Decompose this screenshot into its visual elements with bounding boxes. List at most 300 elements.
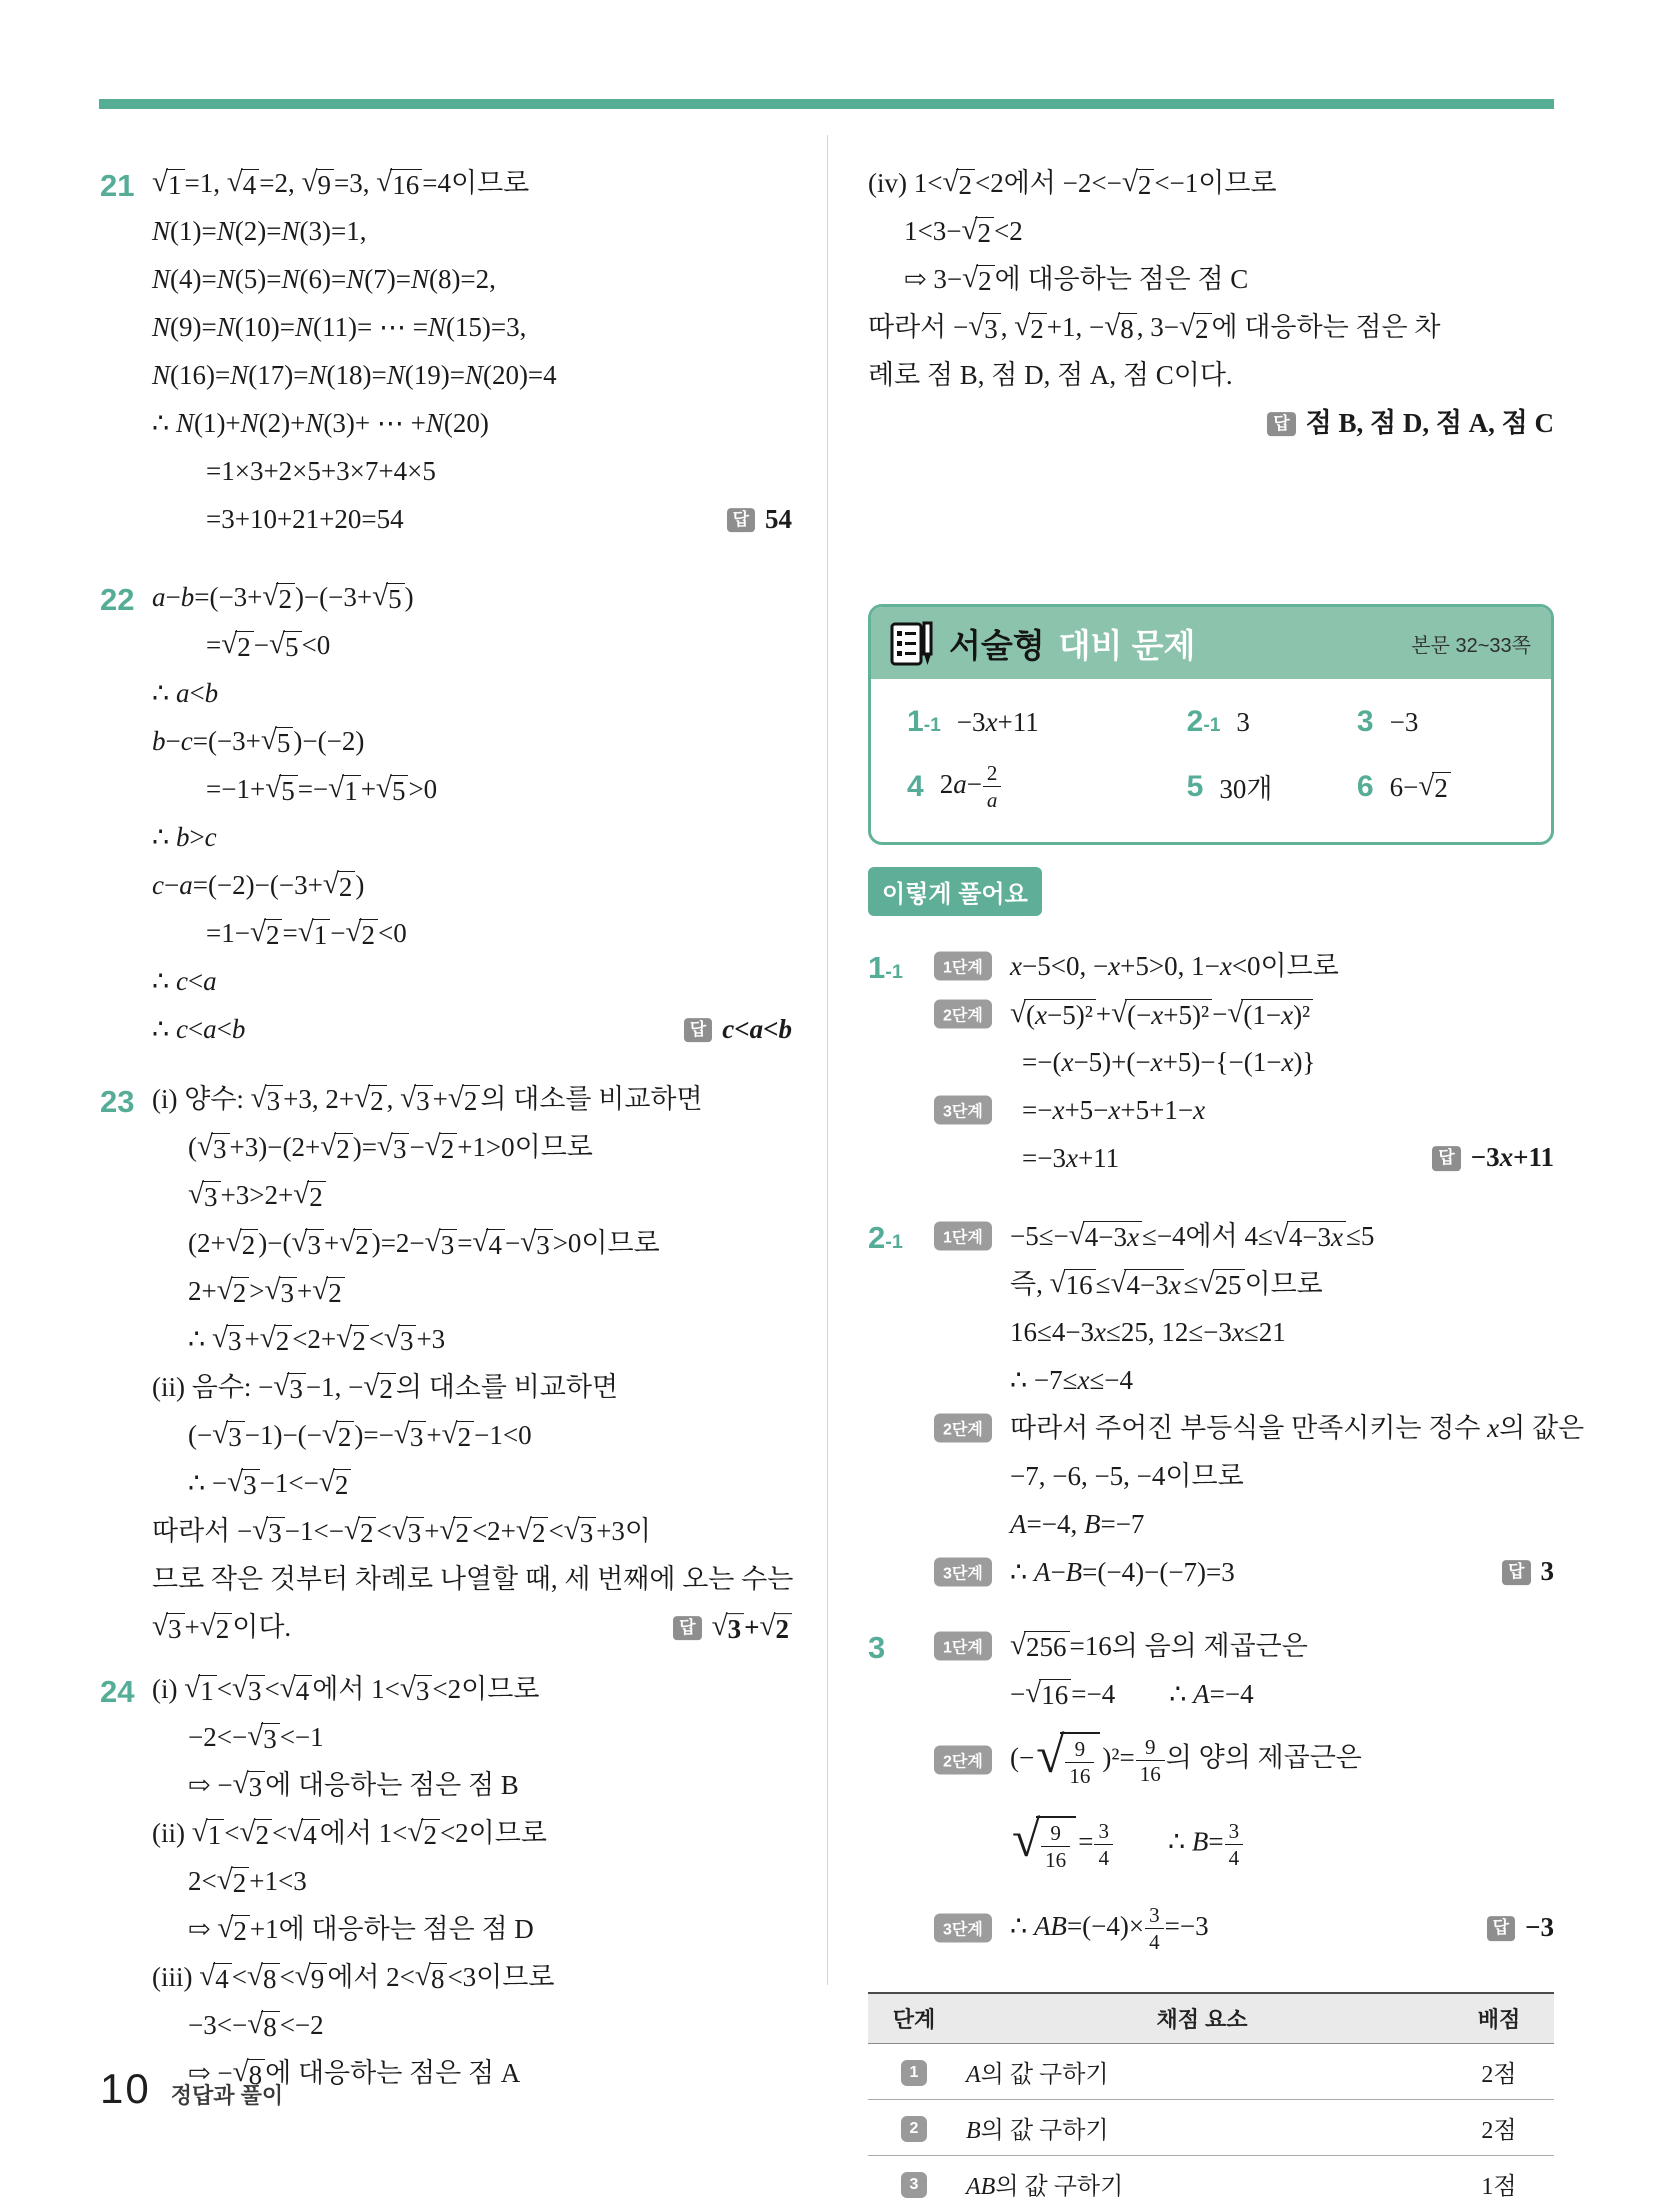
problem-number: 21 xyxy=(100,168,135,203)
math-line xyxy=(152,496,792,544)
math-expression: =−1+√5 =−√1 +√5 >0 xyxy=(206,772,438,806)
math-expression: (− √ $\frac{9}{16}$ )²= $\frac{9}{16}$ 의 양의 제곱근은 xyxy=(1010,1727,1362,1789)
fraction: $\frac{2}{a}$ xyxy=(982,761,1003,812)
problem-22 xyxy=(100,574,792,1054)
essay-box-title: 서술형 xyxy=(949,626,1045,664)
radical: √5 xyxy=(265,774,298,804)
math-expression: ⇨ 3−√2 에 대응하는 점은 점 C xyxy=(904,262,1249,296)
math-line xyxy=(152,1076,792,1124)
solution-number: 1-1 xyxy=(868,950,903,986)
radical: √3 xyxy=(712,1612,745,1642)
radical: √2 xyxy=(1122,168,1155,198)
radical: √3 xyxy=(273,1372,306,1402)
radical: √3 xyxy=(394,1420,427,1450)
radical: √3 xyxy=(251,1084,284,1114)
math-expression: (√3 +3)−(2+√2 )=√3 −√2 +1>0이므로 xyxy=(188,1130,593,1164)
math-line xyxy=(934,1500,1554,1548)
problem-24-continued-solution xyxy=(868,160,1554,448)
math-line xyxy=(868,400,1554,448)
radical: √8 xyxy=(233,2058,266,2088)
math-line xyxy=(152,1412,792,1460)
column-header-points: 배점 xyxy=(1444,1993,1554,2044)
radical: √2 xyxy=(262,582,295,612)
math-expression: 1<3−√2 <2 xyxy=(904,214,1023,248)
answer-item xyxy=(1187,705,1357,739)
solution-2-1 xyxy=(868,1212,1585,1596)
math-line xyxy=(152,1460,792,1508)
radical: √2 xyxy=(448,1084,481,1114)
fraction: $\frac{3}{4}$ xyxy=(1144,1903,1165,1954)
step-badge: 2단계 xyxy=(934,1746,992,1775)
solution-number: 2-1 xyxy=(868,1220,903,1256)
math-expression: ⇨ √2 +1에 대응하는 점은 점 D xyxy=(188,1912,534,1946)
math-line xyxy=(152,814,792,862)
radical: √3 xyxy=(564,1516,597,1546)
math-line xyxy=(934,1356,1554,1404)
math-line xyxy=(934,942,1554,990)
fraction: $\frac{3}{4}$ xyxy=(1224,1819,1245,1870)
radical: √3 xyxy=(400,1674,433,1704)
radical: √2 xyxy=(442,1420,475,1450)
math-expression: =−3x+11 xyxy=(1022,1142,1120,1173)
column-divider xyxy=(827,135,828,1985)
math-expression: √3 +√2 이다. xyxy=(152,1610,292,1644)
math-line xyxy=(152,958,792,1006)
math-expression: −2<−√3 <−1 xyxy=(188,1720,324,1754)
math-expression: ⇨ −√3 에 대응하는 점은 점 B xyxy=(188,1768,519,1802)
math-line xyxy=(152,622,792,670)
row-points: 1점 xyxy=(1481,2174,1517,2201)
essay-box-header xyxy=(871,607,1551,679)
math-expression: (2+√2 )−(√3 +√2 )=2−√3 =√4 −√3 >0이므로 xyxy=(188,1226,660,1260)
essay-box-subtitle: 대비 문제 xyxy=(1058,626,1196,664)
answer xyxy=(1267,407,1554,441)
radical: √1 xyxy=(184,1674,217,1704)
answer-item-value: 3 xyxy=(1236,706,1250,737)
math-expression: ∴ AB=(−4)× $\frac{3}{4}$ =−3 xyxy=(1010,1902,1209,1954)
radical: √3 xyxy=(400,1084,433,1114)
step-badge: 3단계 xyxy=(934,1096,992,1125)
answer-value: 점 B, 점 D, 점 A, 점 C xyxy=(1305,408,1554,439)
radical: √3 xyxy=(212,1324,245,1354)
answer-badge: 답 xyxy=(673,1616,701,1641)
grading-table xyxy=(868,1992,1554,2205)
answer-item-number: 6 xyxy=(1356,769,1374,803)
math-expression: √1 =1, √4 =2, √9 =3, √16 =4이므로 xyxy=(152,166,530,200)
radical: √4 xyxy=(287,1818,320,1848)
answer-item-number: 3 xyxy=(1356,705,1374,738)
answer-item xyxy=(1357,705,1515,739)
radical: √2 xyxy=(200,1612,233,1642)
answer xyxy=(684,1013,792,1047)
math-expression: b−c=(−3+√5 )−(−2) xyxy=(152,724,365,758)
answer-item xyxy=(1357,761,1515,812)
page-number: 10 xyxy=(100,2065,151,2112)
radical: √1 xyxy=(152,168,185,198)
math-expression: ∴ −7≤x≤−4 xyxy=(1010,1364,1134,1395)
radical: √2 xyxy=(293,1180,326,1210)
math-expression: 2+√2 >√3 +√2 xyxy=(188,1275,345,1309)
row-criteria: AB의 값 구하기 xyxy=(966,2174,1124,2201)
math-expression: ∴ N(1)+N(2)+N(3)+ ⋯ +N(20) xyxy=(152,408,489,439)
solution-number: 3 xyxy=(868,1630,886,1666)
answer-value: c<a<b xyxy=(722,1014,792,1045)
math-expression: 2<√2 +1<3 xyxy=(188,1864,307,1898)
problem-23-solution xyxy=(152,1076,792,1652)
answer-value: −3x+11 xyxy=(1470,1142,1554,1173)
math-line xyxy=(152,400,792,448)
radical: √3 xyxy=(291,1228,324,1258)
answer xyxy=(673,1611,792,1645)
radical: √3 xyxy=(247,1722,280,1752)
radical: √16 xyxy=(1050,1269,1096,1299)
radical: √4 xyxy=(227,168,260,198)
answer-item xyxy=(907,705,1187,739)
step-badge: 1단계 xyxy=(934,1222,992,1251)
math-line xyxy=(152,862,792,910)
essay-box-answers xyxy=(871,679,1551,842)
solution-1-1-steps xyxy=(934,942,1554,1182)
radical: √5 xyxy=(261,726,294,756)
radical: √2 xyxy=(942,168,975,198)
math-expression: a−b=(−3+√2 )−(−3+√5 ) xyxy=(152,580,414,614)
radical: √8 xyxy=(247,2010,280,2040)
math-line xyxy=(152,304,792,352)
answer-item-number: 4 xyxy=(907,769,924,803)
problem-22-solution xyxy=(152,574,792,1054)
math-line xyxy=(868,208,1554,256)
fraction: $\frac{9}{16}$ xyxy=(1064,1737,1095,1788)
problem-23 xyxy=(100,1076,792,1652)
math-line xyxy=(934,1718,1554,1802)
math-expression: 따라서 −√3 , √2 +1, −√8 , 3−√2 에 대응하는 점은 차 xyxy=(868,310,1441,344)
radical: √5 xyxy=(372,582,405,612)
row-step-badge: 2 xyxy=(901,2116,927,2142)
math-line xyxy=(152,718,792,766)
radical: √4−3x xyxy=(1273,1221,1346,1251)
answer-badge: 답 xyxy=(1502,1560,1530,1585)
math-expression: −3<−√8 <−2 xyxy=(188,2008,324,2042)
radical: √3 xyxy=(520,1228,553,1258)
radical: √2 xyxy=(759,1612,792,1642)
grading-table-row xyxy=(868,2100,1554,2156)
radical: √256 xyxy=(1010,1631,1070,1661)
problem-21-solution xyxy=(152,160,792,544)
answer-item-value: −3x+11 xyxy=(956,706,1039,737)
radical: √2 xyxy=(344,1516,377,1546)
fraction: $\frac{9}{16}$ xyxy=(1040,1821,1071,1872)
grading-table-row xyxy=(868,2156,1554,2205)
radical: √3 xyxy=(232,1674,265,1704)
math-line xyxy=(934,1086,1554,1134)
math-line xyxy=(934,990,1554,1038)
solution-3-steps xyxy=(934,1622,1554,1970)
math-expression: (−√3 −1)−(−√2 )=−√3 +√2 −1<0 xyxy=(188,1418,532,1452)
math-line xyxy=(152,1906,792,1954)
math-line xyxy=(152,1508,792,1556)
math-expression: ∴ a<b xyxy=(152,678,219,709)
math-line xyxy=(152,574,792,622)
answer-badge: 답 xyxy=(1432,1146,1460,1171)
radical: √(1−x)² xyxy=(1227,999,1313,1029)
step-badge: 3단계 xyxy=(934,1914,992,1943)
math-expression: ⇨ −√8 에 대응하는 점은 점 A xyxy=(188,2056,521,2090)
row-criteria: A의 값 구하기 xyxy=(960,2044,1444,2100)
row-criteria: B의 값 구하기 xyxy=(960,2100,1444,2156)
radical: √2 xyxy=(962,264,995,294)
row-points: 2점 xyxy=(1444,2044,1554,2100)
radical: √2 xyxy=(961,216,994,246)
answer xyxy=(1487,1912,1554,1946)
left-column xyxy=(100,140,792,2098)
radical: √3 xyxy=(384,1324,417,1354)
math-line xyxy=(152,208,792,256)
grading-table-body xyxy=(868,2044,1554,2205)
page-reference: 본문 32~33쪽 xyxy=(1411,634,1531,657)
math-expression: ∴ b>c xyxy=(152,822,217,853)
radical: √2 xyxy=(217,1866,250,1896)
step-badge: 2단계 xyxy=(934,1414,992,1443)
math-expression: =1×3+2×5+3×7+4×5 xyxy=(206,456,436,487)
radical: √3 xyxy=(377,1132,410,1162)
column-header-criteria: 채점 요소 xyxy=(960,1993,1444,2044)
radical: √2 xyxy=(312,1276,345,1306)
step-badge: 1단계 xyxy=(934,952,992,981)
math-line xyxy=(152,1954,792,2002)
radical: √3 xyxy=(392,1516,425,1546)
answer-item-value: −3 xyxy=(1389,706,1419,737)
math-line xyxy=(152,1762,792,1810)
radical: √4 xyxy=(199,1962,232,1992)
radical: √16 xyxy=(1025,1679,1071,1709)
answer-item-number: 5 xyxy=(1186,769,1204,803)
problem-number: 24 xyxy=(100,1674,135,1709)
radical: √2 xyxy=(1179,312,1212,342)
math-line xyxy=(934,1134,1554,1182)
math-expression: c−a=(−2)−(−3+√2 ) xyxy=(152,868,365,902)
radical: √2 xyxy=(363,1372,396,1402)
math-line xyxy=(152,256,792,304)
row-step-badge: 1 xyxy=(901,2060,927,2086)
math-expression: ∴ A−B=(−4)−(−7)=3 xyxy=(1010,1556,1235,1587)
radical: √2 xyxy=(240,1818,273,1848)
math-expression: (i) 양수: √3 +3, 2+√2 , √3 +√2 의 대소를 비교하면 xyxy=(152,1082,703,1116)
radical: √2 xyxy=(336,1324,369,1354)
radical: √3 xyxy=(264,1276,297,1306)
radical: √(x−5)² xyxy=(1010,999,1096,1029)
answer-item-value: 2a− $\frac{2}{a}$ xyxy=(940,761,1003,812)
radical: √2 xyxy=(407,1818,440,1848)
radical: √1 xyxy=(192,1818,225,1848)
grading-table-header xyxy=(868,1993,1554,2044)
radical: √2 xyxy=(339,1228,372,1258)
radical: √4 xyxy=(472,1228,505,1258)
math-expression: 따라서 −√3 −1<−√2 <√3 +√2 <2+√2 <√3 +3이 xyxy=(152,1514,651,1548)
math-line xyxy=(934,1308,1554,1356)
radical: √3 xyxy=(227,1468,260,1498)
problem-21 xyxy=(100,160,792,544)
answer-badge: 답 xyxy=(684,1018,712,1043)
answer-item xyxy=(1187,761,1357,812)
answer-badge: 답 xyxy=(1267,412,1295,437)
math-line xyxy=(934,1670,1554,1718)
radical: √2 xyxy=(439,1516,472,1546)
radical: √ $\frac{9}{16}$ xyxy=(1012,1816,1076,1872)
math-expression: 16≤4−3x≤25, 12≤−3x≤21 xyxy=(1010,1316,1286,1347)
math-line xyxy=(934,1260,1554,1308)
radical: √2 xyxy=(319,1468,352,1498)
math-expression: −5≤−√4−3x ≤−4에서 4≤√4−3x ≤5 xyxy=(1010,1218,1375,1253)
math-line xyxy=(152,1810,792,1858)
radical: √2 xyxy=(217,1914,250,1944)
math-line xyxy=(152,910,792,958)
math-line xyxy=(868,256,1554,304)
fraction: $\frac{9}{16}$ xyxy=(1135,1735,1166,1786)
math-line xyxy=(868,160,1554,208)
math-line xyxy=(934,1404,1585,1452)
radical: √2 xyxy=(1014,312,1047,342)
math-expression: (iv) 1<√2 <2에서 −2<−√2 <−1이므로 xyxy=(868,166,1277,200)
radical: √3 xyxy=(188,1180,221,1210)
math-line xyxy=(934,1622,1554,1670)
math-line xyxy=(152,1858,792,1906)
column-header-step: 단계 xyxy=(868,1993,960,2044)
answer xyxy=(727,503,792,537)
footer-label: 정답과 풀이 xyxy=(170,2083,284,2108)
grading-table-row xyxy=(868,2044,1554,2100)
radical: √2 xyxy=(322,1420,355,1450)
radical: √4−3x xyxy=(1069,1221,1142,1251)
math-line xyxy=(934,1038,1554,1086)
math-line xyxy=(152,1172,792,1220)
radical: √3 xyxy=(968,312,1001,342)
math-expression: x−5<0, −x+5>0, 1−x<0이므로 xyxy=(1010,950,1339,981)
math-expression: 므로 작은 것부터 차례로 나열할 때, 세 번째에 오는 수는 xyxy=(152,1564,794,1595)
radical: √2 xyxy=(516,1516,549,1546)
radical: √2 xyxy=(354,1084,387,1114)
math-expression: =1−√2 =√1 −√2 <0 xyxy=(206,916,407,950)
math-line xyxy=(152,448,792,496)
radical: √2 xyxy=(250,918,283,948)
math-expression: ∴ c<a xyxy=(152,966,217,997)
math-line xyxy=(934,1548,1554,1596)
math-line xyxy=(934,1212,1554,1260)
math-expression: N(4)=N(5)=N(6)=N(7)=N(8)=2, xyxy=(152,264,496,295)
problem-24 xyxy=(100,1666,792,2098)
howto-badge: 이렇게 풀어요 xyxy=(868,867,1042,916)
math-expression: (i) √1 <√3 <√4 에서 1<√3 <2이므로 xyxy=(152,1672,540,1706)
answer-item-number: 2-1 xyxy=(1186,705,1221,738)
math-line xyxy=(152,1268,792,1316)
math-expression: 즉, √16 ≤√4−3x ≤√25 이므로 xyxy=(1010,1266,1323,1301)
radical: √1 xyxy=(328,774,361,804)
math-expression: =3+10+21+20=54 xyxy=(206,504,404,535)
answer-value: 54 xyxy=(765,504,792,535)
math-expression: N(16)=N(17)=N(18)=N(19)=N(20)=4 xyxy=(152,360,557,391)
radical: √16 xyxy=(376,168,422,198)
radical: √5 xyxy=(376,774,409,804)
math-expression: (ii) √1 <√2 <√4 에서 1<√2 <2이므로 xyxy=(152,1816,547,1850)
math-expression: A=−4, B=−7 xyxy=(1010,1508,1145,1539)
answer-badge: 답 xyxy=(727,508,755,533)
answer-value: −3 xyxy=(1525,1912,1554,1943)
radical: √9 xyxy=(302,168,335,198)
document-pencil-icon xyxy=(889,618,935,668)
problem-24-solution xyxy=(152,1666,792,2098)
problem-number: 23 xyxy=(100,1084,135,1119)
math-line xyxy=(152,1316,792,1364)
radical: √8 xyxy=(415,1962,448,1992)
answer-value: 3 xyxy=(1540,1556,1554,1587)
radical: √1 xyxy=(298,918,331,948)
answer-item-number: 1-1 xyxy=(907,705,941,738)
math-expression: ∴ −√3 −1<−√2 xyxy=(188,1467,351,1501)
math-expression: √256 =16의 음의 제곱근은 xyxy=(1010,1628,1308,1663)
radical: √8 xyxy=(1104,312,1137,342)
math-line xyxy=(152,1604,792,1652)
math-line xyxy=(152,1220,792,1268)
math-expression: 례로 점 B, 점 D, 점 A, 점 C이다. xyxy=(868,360,1233,391)
radical: √2 xyxy=(217,1276,250,1306)
radical: √3 xyxy=(425,1228,458,1258)
math-expression: −7, −6, −5, −4이므로 xyxy=(1010,1460,1244,1491)
page-footer xyxy=(100,2065,283,2113)
problem-24-continued xyxy=(868,160,1554,448)
math-expression: =−(x−5)+(−x+5)−{−(1−x)} xyxy=(1022,1046,1316,1077)
math-expression: ∴ c<a<b xyxy=(152,1014,246,1045)
solution-2-1-steps xyxy=(934,1212,1585,1596)
math-line xyxy=(152,1556,792,1604)
math-line xyxy=(934,1802,1554,1886)
math-expression: ∴ √3 +√2 <2+√2 <√3 +3 xyxy=(188,1322,446,1356)
math-line xyxy=(152,1006,792,1054)
radical: √2 xyxy=(1418,772,1451,802)
radical: √5 xyxy=(269,630,302,660)
math-line xyxy=(868,304,1554,352)
radical: √3 xyxy=(212,1420,245,1450)
math-expression: −√16 =−4 ∴ A=−4 xyxy=(1010,1676,1254,1711)
math-expression: =−x+5−x+5+1−x xyxy=(1022,1094,1206,1125)
math-expression: =√2 −√5 <0 xyxy=(206,628,331,662)
right-column xyxy=(868,140,1585,2205)
math-line xyxy=(934,1452,1554,1500)
top-accent-bar xyxy=(99,99,1554,109)
answer-item-value: 6−√2 xyxy=(1390,771,1451,803)
math-line xyxy=(152,1364,792,1412)
answer-value: √3 +√2 xyxy=(712,1611,792,1645)
radical: √8 xyxy=(247,1962,280,1992)
step-badge: 3단계 xyxy=(934,1558,992,1587)
math-line xyxy=(152,766,792,814)
step-badge: 1단계 xyxy=(934,1632,992,1661)
radical: √3 xyxy=(252,1516,285,1546)
fraction: $\frac{3}{4}$ xyxy=(1093,1819,1114,1870)
math-line xyxy=(152,2002,792,2050)
math-expression: N(1)=N(2)=N(3)=1, xyxy=(152,216,367,247)
math-expression: √3 +3>2+√2 xyxy=(188,1179,326,1213)
radical: √9 xyxy=(295,1962,328,1992)
answer xyxy=(1432,1142,1554,1176)
math-line xyxy=(152,1124,792,1172)
math-expression: √(x−5)² +√(−x+5)² −√(1−x)² xyxy=(1010,998,1313,1032)
radical: √2 xyxy=(345,918,378,948)
math-expression: (ii) 음수: −√3 −1, −√2 의 대소를 비교하면 xyxy=(152,1370,619,1404)
radical: √2 xyxy=(221,630,254,660)
row-step-badge: 3 xyxy=(901,2172,927,2198)
answer xyxy=(1502,1556,1554,1590)
solution-3 xyxy=(868,1622,1554,1970)
answer-badge: 답 xyxy=(1487,1916,1515,1941)
